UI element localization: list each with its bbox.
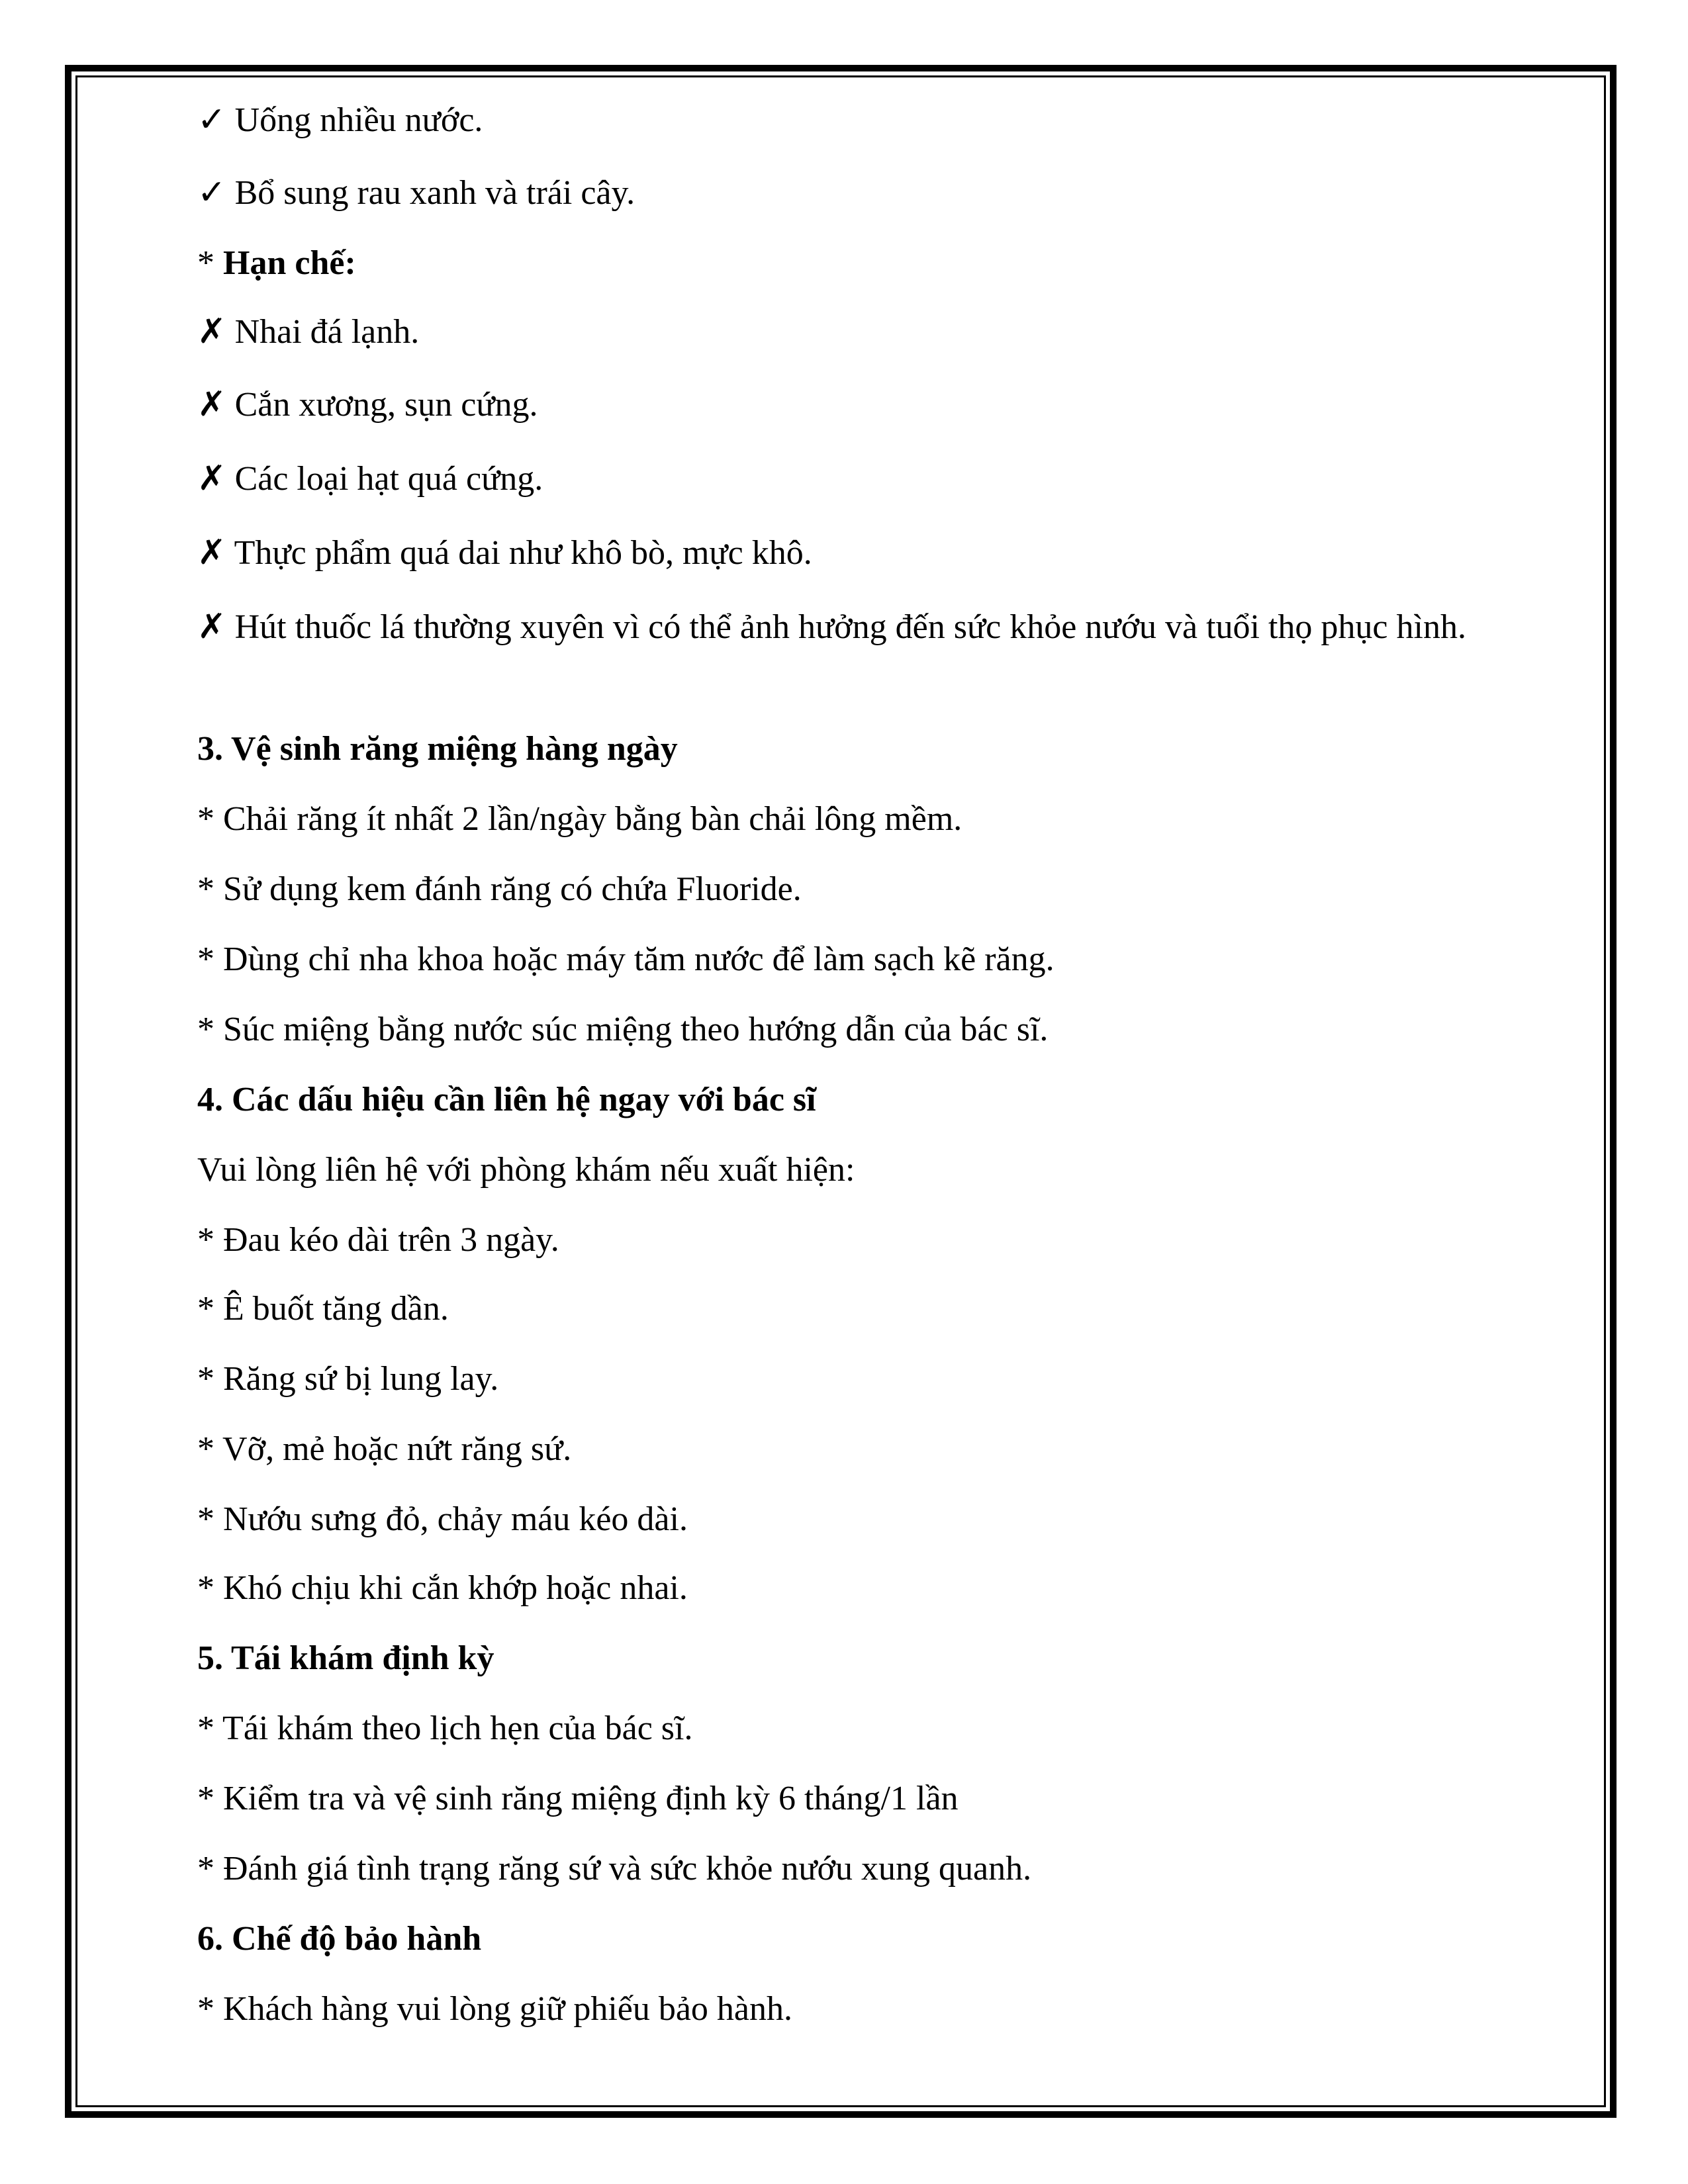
section-3-heading: 3. Vệ sinh răng miệng hàng ngày <box>197 730 678 768</box>
section-5-heading: 5. Tái khám định kỳ <box>197 1639 494 1677</box>
followup-item-schedule: * Tái khám theo lịch hẹn của bác sĩ. <box>197 1709 693 1747</box>
hygiene-item-toothpaste: * Sử dụng kem đánh răng có chứa Fluoride. <box>197 870 802 908</box>
warning-item-gums: * Nướu sưng đỏ, chảy máu kéo dài. <box>197 1500 688 1538</box>
limit-heading <box>197 238 356 289</box>
hygiene-item-brushing: * Chải răng ít nhất 2 lần/ngày bằng bàn chải lông mềm. <box>197 800 962 838</box>
section-4-heading: 4. Các dấu hiệu cần liên hệ ngay với bác sĩ <box>197 1081 816 1118</box>
hygiene-item-mouthwash: * Súc miệng bằng nước súc miệng theo hướng dẫn của bác sĩ. <box>197 1011 1049 1048</box>
limit-item-bones: ✗ Cắn xương, sụn cứng. <box>197 386 538 424</box>
warning-item-cracked: * Vỡ, mẻ hoặc nứt răng sứ. <box>197 1430 572 1468</box>
warning-item-pain: * Đau kéo dài trên 3 ngày. <box>197 1221 559 1259</box>
section-4-intro: Vui lòng liên hệ với phòng khám nếu xuất hiện: <box>197 1151 855 1189</box>
followup-item-checkup: * Kiểm tra và vệ sinh răng miệng định kỳ 6 tháng/1 lần <box>197 1780 959 1817</box>
warning-item-loose: * Răng sứ bị lung lay. <box>197 1360 499 1398</box>
followup-item-assessment: * Đánh giá tình trạng răng sứ và sức khỏe nướu xung quanh. <box>197 1850 1032 1888</box>
warranty-item-keep-card: * Khách hàng vui lòng giữ phiếu bảo hành. <box>197 1990 793 2028</box>
section-6-heading: 6. Chế độ bảo hành <box>197 1920 482 1958</box>
warning-item-bite: * Khó chịu khi cắn khớp hoặc nhai. <box>197 1569 688 1607</box>
limit-item-nuts: ✗ Các loại hạt quá cứng. <box>197 460 543 498</box>
limit-item-chewy-food: ✗ Thực phẩm quá dai như khô bò, mực khô. <box>197 534 812 572</box>
limit-item-ice: ✗ Nhai đá lạnh. <box>197 313 420 351</box>
hygiene-item-floss: * Dùng chỉ nha khoa hoặc máy tăm nước để làm sạch kẽ răng. <box>197 940 1055 978</box>
limit-heading-prefix: * <box>197 244 223 282</box>
limit-heading-label: Hạn chế: <box>223 244 356 282</box>
limit-item-smoking: ✗ Hút thuốc lá thường xuyên vì có thể ảnh hưởng đến sức khỏe nướu và tuổi thọ phục hình. <box>197 608 1466 646</box>
warning-item-sensitivity: * Ê buốt tăng dần. <box>197 1290 449 1328</box>
do-item-water: ✓ Uống nhiều nước. <box>197 101 483 139</box>
do-item-vegetables: ✓ Bổ sung rau xanh và trái cây. <box>197 174 635 212</box>
